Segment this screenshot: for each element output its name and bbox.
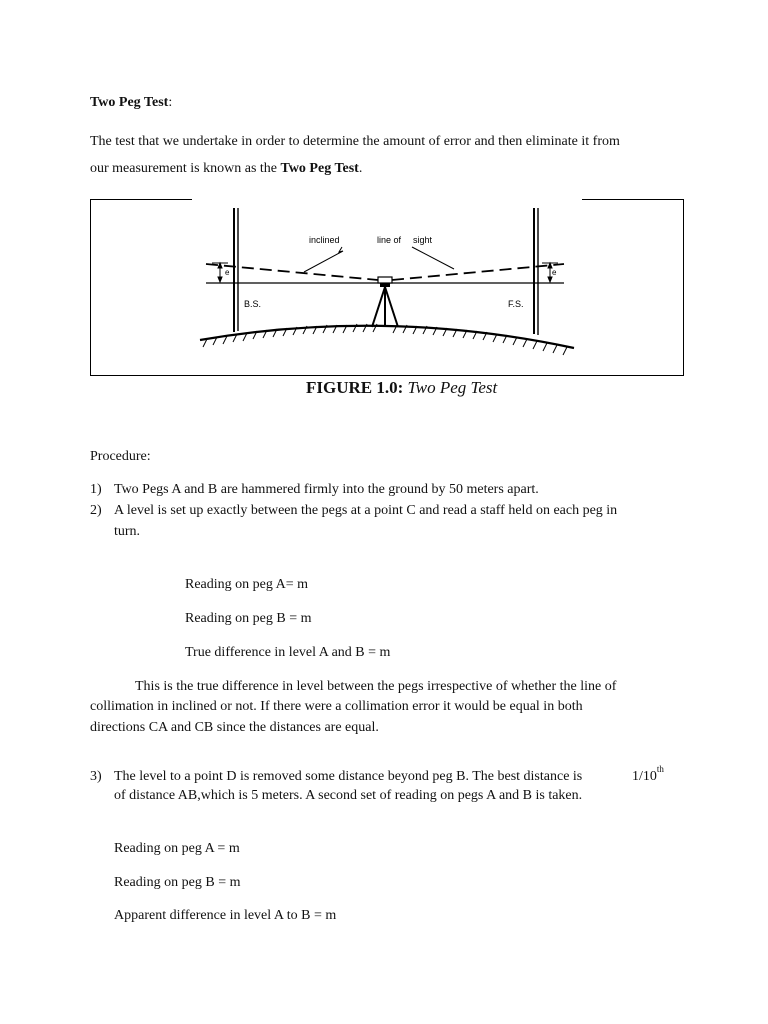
reading-2-peg-a: Reading on peg A = m <box>114 841 240 856</box>
intro-line-2-prefix: our measurement is known as the <box>90 161 281 176</box>
caption-text: Two Peg Test <box>407 378 498 397</box>
intro-line-2-bold: Two Peg Test <box>280 161 359 176</box>
intro-line-1: The test that we undertake in order to determine the amount of error and then eliminate it from <box>90 134 620 149</box>
reading-1-true-difference: True difference in level A and B = m <box>185 645 391 660</box>
reading-2-peg-b: Reading on peg B = m <box>114 875 241 890</box>
reading-2-apparent-difference: Apparent difference in level A to B = m <box>114 908 337 923</box>
intro-line-2-suffix: . <box>358 161 363 176</box>
two-peg-test-diagram <box>192 190 582 362</box>
fraction-value: 1/10 <box>632 769 657 784</box>
step-2-line-2: turn. <box>114 524 141 539</box>
step-3-line-1: The level to a point D is removed some distance beyond peg B. The best distance is <box>114 769 583 784</box>
step-1-number: 1) <box>90 482 102 497</box>
explanation-line-1: This is the true difference in level between the pegs irrespective of whether the line of <box>135 679 617 694</box>
explanation-line-3: directions CA and CB since the distances are equal. <box>90 720 379 735</box>
step-3 <box>90 768 582 786</box>
step-3-line-2: of distance AB,which is 5 meters. A second set of reading on pegs A and B is taken. <box>114 788 583 803</box>
step-1 <box>90 481 539 499</box>
label-line-of: line of <box>377 235 402 245</box>
label-sight: sight <box>413 235 433 245</box>
step-2-line-1: A level is set up exactly between the pegs at a point C and read a staff held on each peg in <box>114 503 618 518</box>
reading-1-peg-b: Reading on peg B = m <box>185 611 312 626</box>
step-2 <box>90 502 617 520</box>
figure-caption <box>306 378 497 398</box>
heading-colon: : <box>168 95 173 110</box>
intro-line-2 <box>90 160 362 178</box>
label-e-right: e <box>552 268 557 277</box>
section-heading <box>90 94 172 112</box>
step-3-number: 3) <box>90 769 102 784</box>
label-fs: F.S. <box>508 299 524 309</box>
step-3-fraction <box>632 764 664 786</box>
label-bs: B.S. <box>244 299 262 309</box>
reading-1-peg-a: Reading on peg A= m <box>185 577 308 592</box>
heading-title: Two Peg Test <box>90 95 169 110</box>
fraction-superscript: th <box>656 764 664 774</box>
caption-label: FIGURE 1.0: <box>306 378 404 397</box>
step-1-text: Two Pegs A and B are hammered firmly into the ground by 50 meters apart. <box>114 482 539 497</box>
label-inclined: inclined <box>309 235 340 245</box>
label-e-left: e <box>225 268 230 277</box>
procedure-heading: Procedure: <box>90 449 151 464</box>
explanation-line-2: collimation in inclined or not. If there were a collimation error it would be equal in both <box>90 699 583 714</box>
step-2-number: 2) <box>90 503 102 518</box>
